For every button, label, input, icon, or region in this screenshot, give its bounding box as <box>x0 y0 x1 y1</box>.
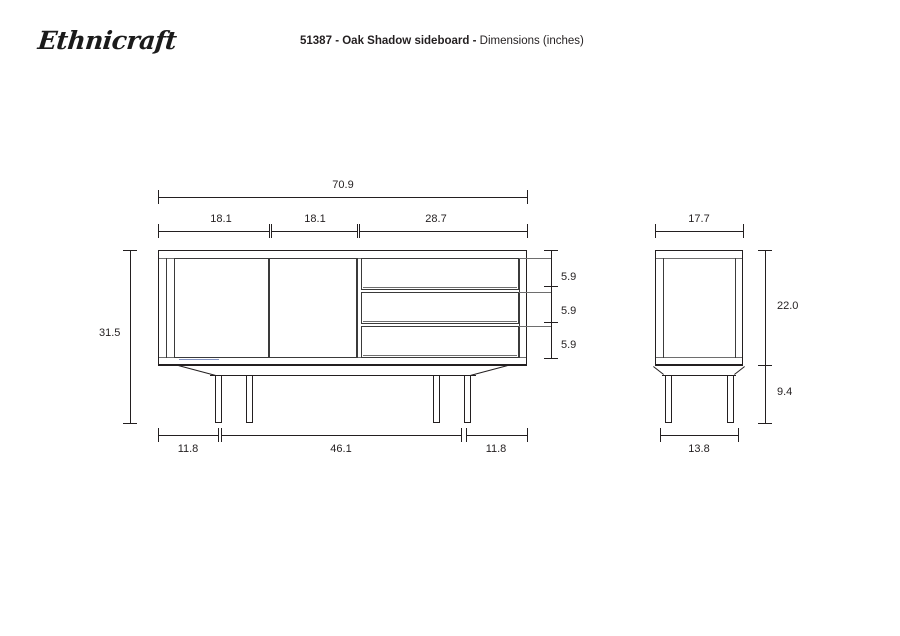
front-door-left[interactable] <box>174 258 269 358</box>
side-bottom-panel-line <box>656 357 742 358</box>
front-drawer-leader-2 <box>519 292 551 293</box>
front-bottom-label-1: 11.8 <box>177 443 199 455</box>
front-bottom-line-3 <box>466 435 527 436</box>
side-leg-height-rail <box>765 365 766 423</box>
front-total-width-tick-right <box>527 190 528 204</box>
front-segment-line-3 <box>359 231 527 232</box>
front-bottom-tick-3b <box>527 428 528 442</box>
side-leg-height-tick-bottom <box>758 423 772 424</box>
side-leg-front <box>665 375 672 423</box>
front-total-width-tick-left <box>158 190 159 204</box>
front-base-top-line <box>158 365 527 366</box>
side-front-panel-line <box>663 258 664 358</box>
side-body-height-label: 22.0 <box>777 300 799 312</box>
front-height-line <box>130 250 131 423</box>
side-depth-tick-left <box>655 224 656 238</box>
page-title <box>300 35 584 47</box>
front-total-width-line <box>158 197 527 198</box>
side-body-height-rail <box>765 250 766 365</box>
side-bottom-label: 13.8 <box>688 443 710 455</box>
front-segment-tick-1b <box>269 224 270 238</box>
front-base-taper-right <box>471 365 508 376</box>
product-name: Oak Shadow sideboard <box>342 35 470 47</box>
front-base-taper-left <box>179 365 216 376</box>
front-leg-1 <box>215 375 222 423</box>
front-segment-tick-3b <box>527 224 528 238</box>
brand-logo: Ethnicraft <box>36 26 178 55</box>
side-top-panel-line <box>656 258 742 259</box>
front-drawer-dim-rail <box>551 250 552 358</box>
front-bottom-line-1 <box>158 435 218 436</box>
front-drawer-height-label-2: 5.9 <box>561 305 577 317</box>
front-drawer-1-reveal <box>363 287 517 288</box>
front-drawer-dim-tick-1 <box>544 286 558 287</box>
side-base-taper-right <box>734 366 745 375</box>
front-right-panel-line <box>519 258 520 358</box>
side-depth-label: 17.7 <box>688 213 710 225</box>
side-carcass-outer <box>655 250 743 365</box>
side-bottom-tick-left <box>660 428 661 442</box>
front-drawer-2-reveal <box>363 321 517 322</box>
side-body-height-tick-top <box>758 250 772 251</box>
title-subtitle: Dimensions (inches) <box>479 35 584 47</box>
front-drawer-stack-divider <box>357 258 358 358</box>
side-leg-back <box>727 375 734 423</box>
front-leg-2 <box>246 375 253 423</box>
front-bottom-tick-2a <box>221 428 222 442</box>
front-height-label: 31.5 <box>99 327 121 339</box>
side-bottom-tick-right <box>738 428 739 442</box>
front-bottom-line-2 <box>221 435 461 436</box>
front-height-tick-bottom <box>123 423 137 424</box>
front-drawer-height-label-1: 5.9 <box>561 271 577 283</box>
front-segment-label-2: 18.1 <box>304 213 326 225</box>
front-segment-line-2 <box>271 231 357 232</box>
side-depth-line <box>655 231 743 232</box>
front-drawer-2[interactable] <box>361 292 519 324</box>
side-depth-tick-right <box>743 224 744 238</box>
front-drawer-dim-tick-3 <box>544 358 558 359</box>
front-door-right[interactable] <box>269 258 357 358</box>
front-segment-line-1 <box>158 231 269 232</box>
side-base-bottom-line <box>662 375 736 376</box>
front-bottom-tick-3a <box>466 428 467 442</box>
side-bottom-line <box>660 435 738 436</box>
front-leg-4 <box>464 375 471 423</box>
product-code: 51387 <box>300 35 332 47</box>
front-segment-tick-2a <box>271 224 272 238</box>
front-drawer-leader-1 <box>519 258 551 259</box>
front-segment-label-1: 18.1 <box>210 213 232 225</box>
front-drawer-1[interactable] <box>361 258 519 290</box>
front-bottom-label-3: 11.8 <box>485 443 507 455</box>
front-accent-line <box>179 359 219 360</box>
title-separator-2: - <box>472 35 477 47</box>
front-drawer-dim-tick-0 <box>544 250 558 251</box>
front-segment-tick-2b <box>357 224 358 238</box>
front-bottom-tick-2b <box>461 428 462 442</box>
front-total-width-label: 70.9 <box>332 179 354 191</box>
side-leg-height-label: 9.4 <box>777 386 793 398</box>
front-segment-label-3: 28.7 <box>425 213 447 225</box>
side-base-top-line <box>655 365 743 366</box>
front-drawer-3-reveal <box>363 355 517 356</box>
front-segment-tick-1a <box>158 224 159 238</box>
front-bottom-label-2: 46.1 <box>330 443 352 455</box>
title-separator-1: - <box>335 35 340 47</box>
front-drawer-leader-3 <box>519 326 551 327</box>
front-left-panel-line <box>166 258 167 358</box>
front-drawer-3[interactable] <box>361 326 519 358</box>
front-leg-3 <box>433 375 440 423</box>
front-bottom-tick-1a <box>158 428 159 442</box>
front-drawer-height-label-3: 5.9 <box>561 339 577 351</box>
front-segment-tick-3a <box>359 224 360 238</box>
front-drawer-dim-tick-2 <box>544 322 558 323</box>
side-back-panel-line <box>735 258 736 358</box>
side-base-taper-left <box>653 366 664 375</box>
front-bottom-tick-1b <box>218 428 219 442</box>
front-height-tick-top <box>123 250 137 251</box>
